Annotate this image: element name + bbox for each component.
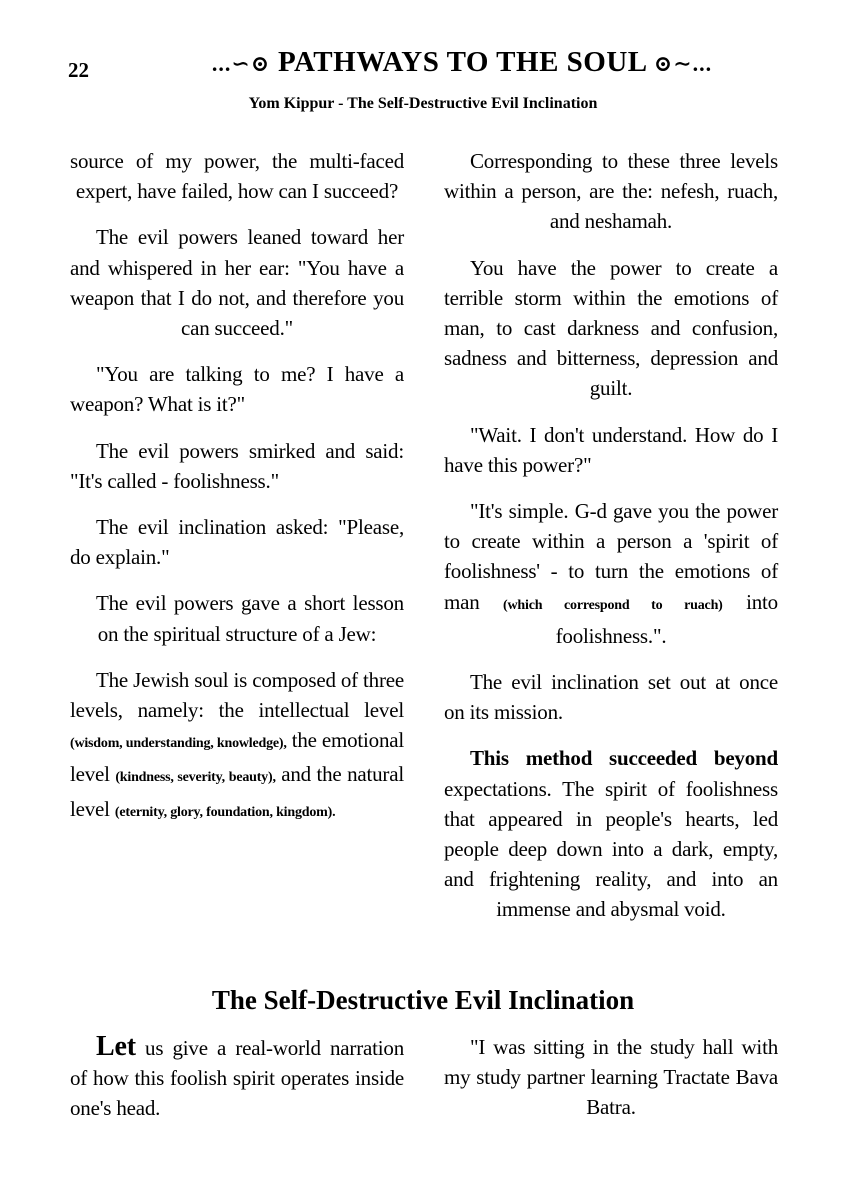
paragraph: The evil powers leaned toward her and whispered in her ear: "You have a weapon that I do not, and therefore you can succeed." (70, 225, 404, 341)
text-run: (which correspond to ruach) (503, 597, 723, 613)
paragraph: The evil powers smirked and said: "It's called - foolishness." (70, 438, 404, 493)
ornament-right-icon: ⊙∼... (653, 51, 713, 76)
section-right-column (444, 1032, 778, 1123)
paragraph: You have the power to create a terrible storm within the emotions of man, to cast darkness and confusion, sadness and bitterness, depression and guilt. (444, 255, 778, 401)
paragraph (70, 1032, 404, 1124)
text-run: and the natural level (70, 762, 404, 821)
text-run: into foolishness.". (555, 589, 778, 648)
section-heading: The Self-Destructive Evil Inclination (211, 985, 635, 1015)
paragraph (444, 496, 778, 651)
running-title (134, 46, 790, 79)
chapter-subtitle: Yom Kippur - The Self-Destructive Evil Inclination (248, 95, 598, 112)
right-column (444, 146, 778, 941)
text-run: us give a real-world narration of how this foolish spirit operates inside one's head. (70, 1036, 404, 1121)
book-title: PATHWAYS TO THE SOUL (277, 46, 647, 78)
text-run: the emotional level (70, 728, 405, 787)
paragraph: Corresponding to these three levels within a person, are the: nefesh, ruach, and neshamah. (444, 149, 778, 234)
paragraph: source of my power, the multi-faced expert, have failed, how can I succeed? (70, 149, 404, 204)
text-run: (eternity, glory, foundation, kingdom). (114, 804, 336, 820)
ornament-left-icon: ...∽⊙ (211, 51, 271, 76)
page-number: 22 (68, 58, 89, 82)
text-run: (kindness, severity, beauty), (115, 770, 276, 786)
text-run: expectations. The spirit of foolishness that appeared in people's hearts, led people deep down into a dark, empty, and frightening reality, and into an immense and abysmal void. (444, 776, 778, 922)
text-run: This method succeeded beyond (470, 746, 778, 771)
text-run: "It's simple. G-d gave you the power to create within a person a 'spirit of foolishness' - to turn the emotions of man (444, 499, 778, 614)
paragraph: "Wait. I don't understand. How do I have this power?" (444, 422, 778, 477)
paragraph: "I was sitting in the study hall with my study partner learning Tractate Bava Batra. (444, 1035, 778, 1120)
drop-word: Let (96, 1031, 136, 1062)
page-header (68, 46, 788, 86)
section-left-column (70, 1032, 404, 1124)
left-column (70, 146, 404, 844)
paragraph: The evil inclination set out at once on its mission. (444, 670, 778, 725)
paragraph: The evil inclination asked: "Please, do explain." (70, 515, 404, 570)
paragraph: "You are talking to me? I have a weapon? What is it?" (70, 362, 404, 417)
paragraph: The evil powers gave a short lesson on the spiritual structure of a Jew: (96, 591, 404, 646)
paragraph (444, 743, 778, 924)
text-run: The Jewish soul is composed of three levels, namely: the intellectual level (70, 667, 404, 723)
text-run: (wisdom, understanding, knowledge), (70, 736, 287, 752)
paragraph (70, 665, 404, 828)
